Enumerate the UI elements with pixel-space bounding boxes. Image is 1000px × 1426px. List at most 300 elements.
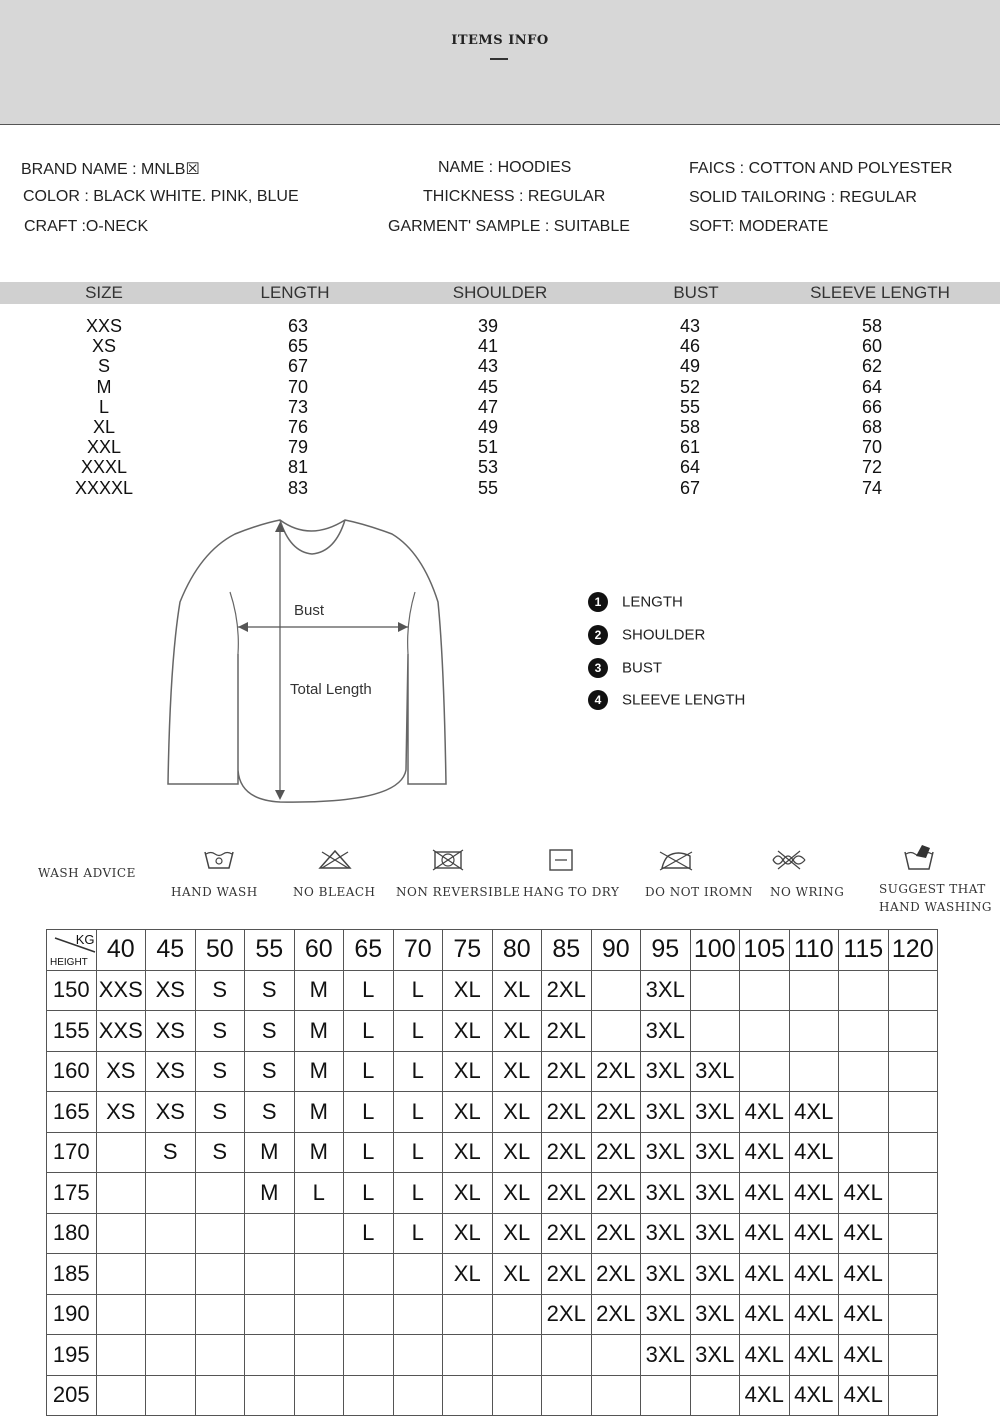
size-cell: 3XL [641, 1092, 691, 1133]
size-cell [344, 1254, 394, 1295]
size-cell [839, 1132, 889, 1173]
size-cell [146, 1294, 196, 1335]
size-table-cell: 49 [679, 356, 701, 377]
size-cell: XL [443, 1173, 493, 1214]
size-table-cell: 68 [861, 417, 883, 438]
size-cell: 3XL [690, 1335, 740, 1376]
size-cell: XS [96, 1092, 146, 1133]
size-cell [294, 1294, 344, 1335]
size-cell: S [195, 1092, 245, 1133]
no-wring-icon [770, 848, 808, 872]
size-cell: XS [146, 1051, 196, 1092]
weight-header-cell: 75 [443, 930, 493, 971]
size-cell: M [294, 1132, 344, 1173]
size-cell: 3XL [641, 1335, 691, 1376]
tailoring-info: SOLID TAILORING : REGULAR [689, 189, 917, 206]
weight-header-cell: 95 [641, 930, 691, 971]
size-cell: 3XL [690, 1092, 740, 1133]
wash-advice-title: WASH ADVICE [38, 866, 136, 880]
height-header-cell: 155 [47, 1011, 97, 1052]
weight-header-cell: 40 [96, 930, 146, 971]
size-cell: 4XL [740, 1213, 790, 1254]
size-cell: M [245, 1173, 295, 1214]
size-cell: S [146, 1132, 196, 1173]
size-table-cell: 52 [679, 376, 701, 397]
size-cell [789, 970, 839, 1011]
legend-item-shoulder: 2 SHOULDER [588, 625, 705, 645]
size-cell: 3XL [690, 1254, 740, 1295]
size-cell: M [294, 970, 344, 1011]
size-cell [245, 1294, 295, 1335]
size-cell: L [344, 1092, 394, 1133]
size-cell [888, 1375, 938, 1416]
size-cell [294, 1335, 344, 1376]
page-title: ITEMS INFO [451, 33, 549, 48]
size-cell [96, 1294, 146, 1335]
size-table-cell: XL [92, 417, 116, 438]
name-info: NAME : HOODIES [438, 159, 572, 176]
size-cell [195, 1335, 245, 1376]
size-cell [146, 1213, 196, 1254]
size-table-cell: XXXL [80, 457, 128, 478]
size-cell: L [344, 1173, 394, 1214]
size-cell: XXS [96, 970, 146, 1011]
size-cell [245, 1213, 295, 1254]
size-table-cell: 74 [861, 477, 883, 498]
size-cell: L [393, 1173, 443, 1214]
size-cell: L [344, 1051, 394, 1092]
size-cell: 4XL [789, 1375, 839, 1416]
size-cell: L [393, 1092, 443, 1133]
size-cell: 4XL [740, 1294, 790, 1335]
size-table-cell: XXS [85, 316, 123, 336]
size-cell [96, 1335, 146, 1376]
height-header-cell: 150 [47, 970, 97, 1011]
size-cell: XS [146, 1011, 196, 1052]
size-cell [740, 1011, 790, 1052]
no-wring-label: NO WRING [770, 885, 845, 899]
size-cell: XL [443, 1254, 493, 1295]
size-cell: 3XL [641, 1173, 691, 1214]
size-cell: XL [492, 1173, 542, 1214]
size-cell: L [294, 1173, 344, 1214]
size-cell [344, 1335, 394, 1376]
size-cell: 3XL [641, 970, 691, 1011]
size-cell: 3XL [690, 1132, 740, 1173]
size-cell: L [344, 1132, 394, 1173]
size-cell: 4XL [789, 1132, 839, 1173]
size-cell [195, 1213, 245, 1254]
height-header-cell: 170 [47, 1132, 97, 1173]
size-cell: L [344, 970, 394, 1011]
size-cell: 3XL [641, 1011, 691, 1052]
size-table-cell: 60 [861, 336, 883, 357]
size-cell [888, 1213, 938, 1254]
size-table-cell: 64 [679, 457, 701, 478]
col-bust [650, 316, 730, 498]
size-cell: S [245, 1011, 295, 1052]
header-length: LENGTH [260, 283, 330, 302]
size-cell: 3XL [641, 1294, 691, 1335]
size-cell [888, 1173, 938, 1214]
table-row [47, 1051, 938, 1092]
bust-label: Bust [294, 602, 325, 619]
size-cell [641, 1375, 691, 1416]
size-cell [839, 1092, 889, 1133]
size-cell: 2XL [591, 1213, 641, 1254]
size-cell [542, 1335, 592, 1376]
size-cell: M [294, 1092, 344, 1133]
size-table-cell: 70 [861, 437, 883, 458]
size-cell [542, 1375, 592, 1416]
height-header-cell: 165 [47, 1092, 97, 1133]
soft-info: SOFT: MODERATE [689, 218, 829, 235]
table-row [47, 1011, 938, 1052]
fabric-info: FAICS : COTTON AND POLYESTER [689, 160, 953, 177]
legend-item-length: 1 LENGTH [588, 592, 683, 612]
table-row [47, 1092, 938, 1133]
size-cell [96, 1213, 146, 1254]
size-table-cell: 55 [477, 477, 499, 498]
size-cell [839, 1051, 889, 1092]
size-cell: 4XL [789, 1254, 839, 1295]
table-row [47, 1173, 938, 1214]
size-cell: 4XL [839, 1213, 889, 1254]
size-cell [146, 1254, 196, 1295]
size-cell: S [245, 970, 295, 1011]
size-table-cell: 55 [679, 396, 701, 417]
size-cell: XS [96, 1051, 146, 1092]
size-table-cell: 66 [861, 396, 883, 417]
table-row [47, 970, 938, 1011]
color-info: COLOR : BLACK WHITE. PINK, BLUE [23, 188, 299, 205]
size-cell [344, 1294, 394, 1335]
size-table-cell: 63 [287, 316, 309, 336]
garment-info: GARMENT' SAMPLE : SUITABLE [388, 218, 630, 235]
weight-header-cell: 105 [740, 930, 790, 971]
size-table-cell: 58 [861, 316, 883, 336]
weight-header-cell: 80 [492, 930, 542, 971]
size-cell: L [393, 1132, 443, 1173]
size-cell: L [393, 1051, 443, 1092]
size-cell [492, 1335, 542, 1376]
weight-header-cell: 100 [690, 930, 740, 971]
size-cell [591, 1375, 641, 1416]
size-cell: 2XL [542, 1173, 592, 1214]
size-cell [393, 1375, 443, 1416]
size-cell [195, 1294, 245, 1335]
size-cell: 2XL [591, 1294, 641, 1335]
size-cell [245, 1335, 295, 1376]
size-cell: 4XL [839, 1335, 889, 1376]
header-bust: BUST [673, 283, 719, 302]
size-cell [294, 1254, 344, 1295]
grid-corner-cell [47, 930, 97, 971]
no-bleach-icon [318, 848, 352, 872]
table-row [47, 1294, 938, 1335]
height-weight-size-grid [46, 929, 938, 1416]
weight-header-cell: 55 [245, 930, 295, 971]
size-cell [294, 1375, 344, 1416]
size-cell [690, 1011, 740, 1052]
size-cell [443, 1294, 493, 1335]
craft-info: CRAFT :O-NECK [24, 218, 149, 235]
col-sleeve [832, 316, 912, 498]
size-cell [740, 970, 790, 1011]
size-cell [344, 1375, 394, 1416]
size-cell: S [195, 1051, 245, 1092]
size-cell [888, 1335, 938, 1376]
size-cell: 4XL [740, 1092, 790, 1133]
size-cell: 3XL [690, 1213, 740, 1254]
size-table-cell: 73 [287, 396, 309, 417]
size-cell [591, 1335, 641, 1376]
size-cell [690, 970, 740, 1011]
size-cell: 2XL [542, 1294, 592, 1335]
size-cell: XL [443, 1092, 493, 1133]
size-cell [393, 1335, 443, 1376]
col-size [64, 316, 144, 498]
size-table-cell: 65 [287, 336, 309, 357]
size-table-cell: 43 [679, 316, 701, 336]
do-not-iron-icon [658, 848, 694, 872]
size-table-cell: XS [91, 336, 116, 357]
title-underline [490, 58, 508, 60]
size-cell: XXS [96, 1011, 146, 1052]
size-table-cell: 58 [679, 417, 701, 438]
size-cell: XL [492, 1051, 542, 1092]
size-cell [443, 1335, 493, 1376]
header-sleeve-length: SLEEVE LENGTH [810, 283, 950, 302]
weight-header-cell: 45 [146, 930, 196, 971]
size-cell: 4XL [789, 1173, 839, 1214]
size-cell: 2XL [591, 1132, 641, 1173]
size-cell [888, 1254, 938, 1295]
table-row [47, 1375, 938, 1416]
size-cell: M [245, 1132, 295, 1173]
size-cell [96, 1173, 146, 1214]
size-table-cell: 64 [861, 376, 883, 397]
size-cell [789, 1051, 839, 1092]
size-cell: 3XL [641, 1051, 691, 1092]
size-table-cell: XXXXL [74, 477, 134, 498]
size-cell: 2XL [542, 1092, 592, 1133]
size-cell: XL [443, 1213, 493, 1254]
size-cell: XL [492, 1092, 542, 1133]
size-cell [443, 1375, 493, 1416]
size-cell: 3XL [690, 1294, 740, 1335]
size-cell: L [393, 970, 443, 1011]
size-cell [294, 1213, 344, 1254]
size-cell [195, 1254, 245, 1295]
weight-header-cell: 70 [393, 930, 443, 971]
size-cell [789, 1011, 839, 1052]
size-cell: 2XL [591, 1051, 641, 1092]
size-cell: XL [443, 1132, 493, 1173]
header-shoulder: SHOULDER [452, 283, 548, 302]
size-cell: S [195, 1011, 245, 1052]
size-cell [393, 1254, 443, 1295]
height-header-cell: 185 [47, 1254, 97, 1295]
height-header-cell: 205 [47, 1375, 97, 1416]
size-cell [146, 1375, 196, 1416]
size-cell: 4XL [839, 1294, 889, 1335]
weight-header-cell: 110 [789, 930, 839, 971]
table-row [47, 1213, 938, 1254]
size-cell: 2XL [542, 1213, 592, 1254]
suggest-hand-washing-label-2: HAND WASHING [879, 900, 992, 914]
size-cell: 4XL [740, 1173, 790, 1214]
size-table-cell: 83 [287, 477, 309, 498]
size-cell: XL [443, 1011, 493, 1052]
size-cell [690, 1375, 740, 1416]
size-cell: 4XL [740, 1254, 790, 1295]
size-table-cell: 51 [477, 437, 499, 458]
weight-header-cell: 90 [591, 930, 641, 971]
size-cell [195, 1173, 245, 1214]
size-cell: 4XL [789, 1335, 839, 1376]
size-cell: L [344, 1213, 394, 1254]
size-cell [888, 1011, 938, 1052]
size-cell: 2XL [591, 1092, 641, 1133]
size-cell: S [245, 1092, 295, 1133]
non-reversible-label: NON REVERSIBLE [396, 885, 521, 899]
size-table-cell: 70 [287, 376, 309, 397]
weight-header-cell: 65 [344, 930, 394, 971]
col-length [258, 316, 338, 498]
suggest-hand-washing-label-1: SUGGEST THAT [879, 882, 986, 896]
size-cell: 2XL [542, 1254, 592, 1295]
size-cell: 4XL [740, 1375, 790, 1416]
size-cell: XL [492, 970, 542, 1011]
size-cell [888, 1294, 938, 1335]
thickness-info: THICKNESS : REGULAR [423, 188, 606, 205]
do-not-iron-label: DO NOT IROMN [645, 885, 753, 899]
size-table-cell: 43 [477, 356, 499, 377]
size-cell [492, 1375, 542, 1416]
size-cell: 2XL [542, 1132, 592, 1173]
size-cell [245, 1375, 295, 1416]
weight-header-cell: 85 [542, 930, 592, 971]
size-table-cell: 72 [861, 457, 883, 478]
weight-header-cell: 60 [294, 930, 344, 971]
legend-item-bust: 3 BUST [588, 658, 662, 678]
size-cell: XS [146, 1092, 196, 1133]
size-cell: M [294, 1011, 344, 1052]
size-table-cell: 41 [477, 336, 499, 357]
size-table-cell: 67 [679, 477, 701, 498]
size-cell: 4XL [839, 1375, 889, 1416]
size-cell: 3XL [641, 1132, 691, 1173]
size-cell [492, 1294, 542, 1335]
size-cell [591, 1011, 641, 1052]
hand-washing-icon [902, 842, 936, 872]
legend-item-sleeve-length: 4 SLEEVE LENGTH [588, 690, 745, 710]
table-row [47, 1254, 938, 1295]
weight-header-cell: 50 [195, 930, 245, 971]
size-table-cell: 81 [287, 457, 309, 478]
size-cell [888, 1051, 938, 1092]
size-cell [195, 1375, 245, 1416]
size-table-cell: 49 [477, 417, 499, 438]
table-row [47, 1132, 938, 1173]
size-cell [146, 1173, 196, 1214]
size-cell [146, 1335, 196, 1376]
size-table-cell: L [98, 396, 109, 417]
size-table-cell: 46 [679, 336, 701, 357]
height-header-cell: 180 [47, 1213, 97, 1254]
size-cell: 3XL [690, 1173, 740, 1214]
size-cell [393, 1294, 443, 1335]
no-bleach-label: NO BLEACH [293, 885, 376, 899]
hand-wash-icon [203, 848, 235, 872]
size-cell: M [294, 1051, 344, 1092]
grid-header-row [47, 930, 938, 971]
size-cell [591, 970, 641, 1011]
size-cell: L [393, 1011, 443, 1052]
size-cell: 4XL [789, 1092, 839, 1133]
size-cell: 3XL [641, 1254, 691, 1295]
size-cell: XL [492, 1213, 542, 1254]
header-size: SIZE [85, 283, 123, 302]
height-header-cell: 195 [47, 1335, 97, 1376]
size-table-cell: XXL [86, 437, 122, 458]
height-header-cell: 175 [47, 1173, 97, 1214]
size-cell: 2XL [591, 1173, 641, 1214]
size-cell: 2XL [542, 1051, 592, 1092]
size-cell [96, 1375, 146, 1416]
size-cell: L [393, 1213, 443, 1254]
size-cell [245, 1254, 295, 1295]
col-shoulder [448, 316, 528, 498]
size-table-cell: 47 [477, 396, 499, 417]
size-table-cell: 62 [861, 356, 883, 377]
size-cell: XS [146, 970, 196, 1011]
size-table-cell: M [96, 376, 112, 397]
size-cell: 4XL [789, 1294, 839, 1335]
size-cell [888, 1132, 938, 1173]
size-cell: 2XL [542, 1011, 592, 1052]
size-cell: L [344, 1011, 394, 1052]
size-cell: XL [443, 970, 493, 1011]
hand-wash-label: HAND WASH [171, 885, 258, 899]
size-cell: 2XL [542, 970, 592, 1011]
size-table-cell: 53 [477, 457, 499, 478]
size-cell: 4XL [839, 1254, 889, 1295]
height-header-cell: 160 [47, 1051, 97, 1092]
brand-name: BRAND NAME : MNLB☒ [21, 161, 200, 178]
weight-header-cell: 115 [839, 930, 889, 971]
size-cell: 4XL [839, 1173, 889, 1214]
size-cell: XL [492, 1011, 542, 1052]
corner-kg-label: KG [75, 932, 95, 947]
size-table-cell: 76 [287, 417, 309, 438]
size-cell: S [195, 1132, 245, 1173]
size-cell: XL [492, 1254, 542, 1295]
size-cell: XL [492, 1132, 542, 1173]
size-cell: S [245, 1051, 295, 1092]
corner-height-label: HEIGHT [50, 956, 88, 968]
weight-header-cell: 120 [888, 930, 938, 971]
size-cell [888, 1092, 938, 1133]
size-cell: S [195, 970, 245, 1011]
size-table-cell: 45 [477, 376, 499, 397]
sweater-diagram [160, 512, 460, 812]
size-cell [839, 970, 889, 1011]
size-cell: 4XL [740, 1335, 790, 1376]
size-cell: 4XL [740, 1132, 790, 1173]
size-table-cell: 61 [679, 437, 701, 458]
